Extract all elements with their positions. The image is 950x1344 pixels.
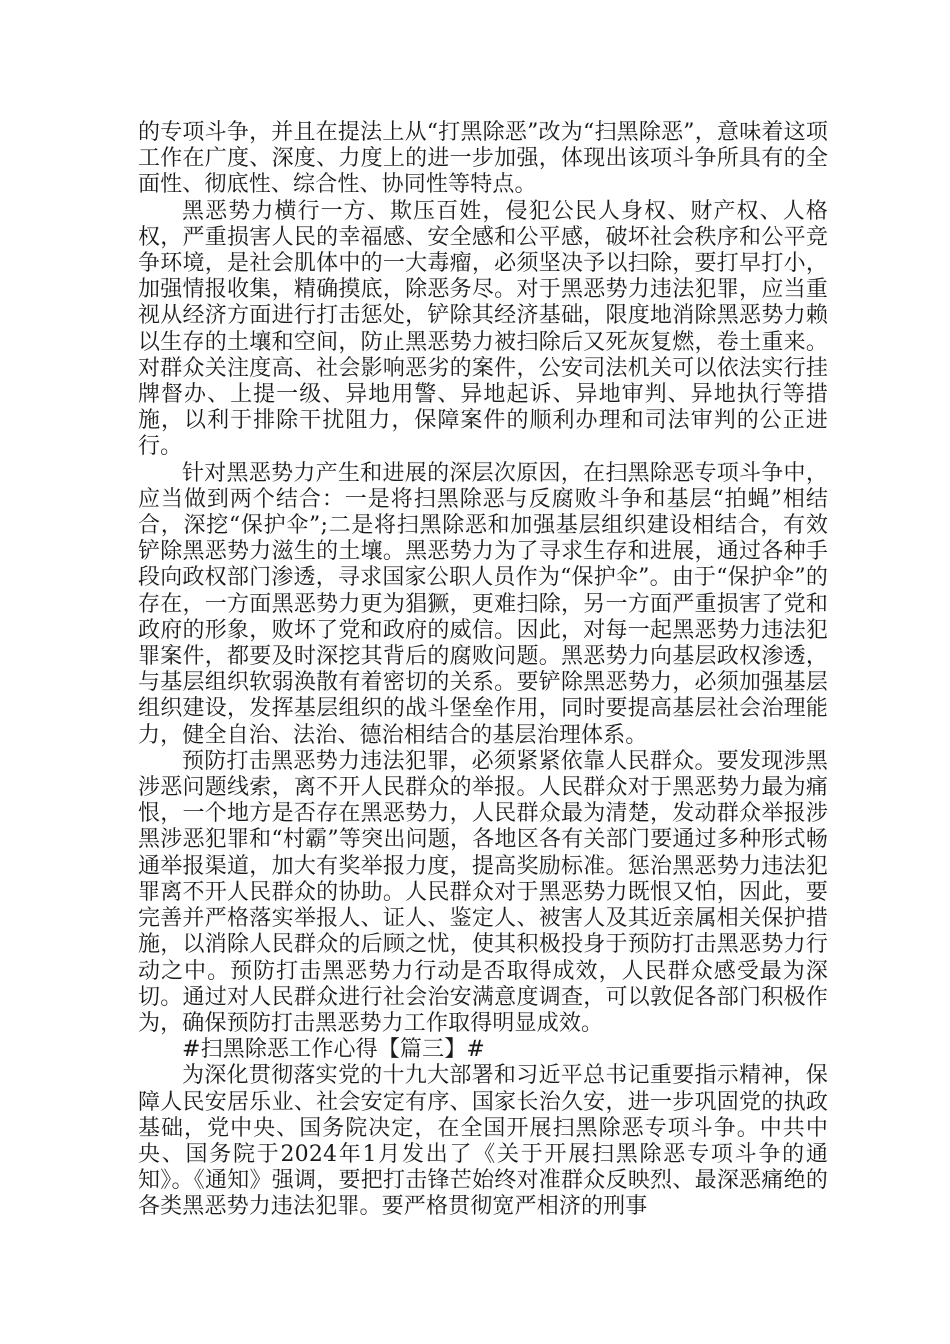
paragraph-rely-on-people: 预防打击黑恶势力违法犯罪，必须紧紧依靠人民群众。要发现涉黑涉恶问题线索，离不开人民群众的举报。人民群众对于黑恶势力最为痛恨，一个地方是否存在黑恶势力，人民群众最为清楚，发动群众举报涉黑涉恶犯罪和“村霸”等突出问题，各地区各有关部门要通过多种形式畅通举报渠道，加大有奖举报力度，提高奖励标准。惩治黑恶势力违法犯罪离不开人民群众的协助。人民群众对于黑恶势力既恨又怕，因此，要完善并严格落实举报人、证人、鉴定人、被害人及其近亲属相关保护措施，以消除人民群众的后顾之忧，使其积极投身于预防打击黑恶势力行动之中。预防打击黑恶势力行动是否取得成效，人民群众感受最为深切。通过对人民群众进行社会治安满意度调查，可以敦促各部门积极作为，确保预防打击黑恶势力工作取得明显成效。 [138,748,828,1036]
document-body [138,120,828,1221]
paragraph-two-combinations: 针对黑恶势力产生和进展的深层次原因，在扫黑除恶专项斗争中，应当做到两个结合：一是将扫黑除恶与反腐败斗争和基层“拍蝇”相结合，深挖“保护伞”;二是将扫黑除恶和加强基层组织建设相结合，有效铲除黑恶势力滋生的土壤。黑恶势力为了寻求生存和进展，通过各种手段向政权部门渗透，寻求国家公职人员作为“保护伞”。由于“保护伞”的存在，一方面黑恶势力更为猖獗，更难扫除，另一方面严重损害了党和政府的形象，败坏了党和政府的威信。因此，对每一起黑恶势力违法犯罪案件，都要及时深挖其背后的腐败问题。黑恶势力向基层政权渗透，与基层组织软弱涣散有着密切的关系。要铲除黑恶势力，必须加强基层组织建设，发挥基层组织的战斗堡垒作用，同时要提高基层社会治理能力，健全自治、法治、德治相结合的基层治理体系。 [138,460,828,748]
paragraph-harms-of-gangs: 黑恶势力横行一方、欺压百姓，侵犯公民人身权、财产权、人格权，严重损害人民的幸福感、安全感和公平感，破坏社会秩序和公平竞争环境，是社会肌体中的一大毒瘤，必须坚决予以扫除，要打早打小，加强情报收集，精确摸底，除恶务尽。对于黑恶势力违法犯罪，应当重视从经济方面进行打击惩处，铲除其经济基础，限度地消除黑恶势力赖以生存的土壤和空间，防止黑恶势力被扫除后又死灰复燃，卷土重来。对群众关注度高、社会影响恶劣的案件，公安司法机关可以依法实行挂牌督办、上提一级、异地用警、异地起诉、异地审判、异地执行等措施，以利于排除干扰阻力，保障案件的顺利办理和司法审判的公正进行。 [138,198,828,460]
paragraph-continuation: 的专项斗争，并且在提法上从“打黑除恶”改为“扫黑除恶”，意味着这项工作在广度、深度、力度上的进一步加强，体现出该项斗争所具有的全面性、彻底性、综合性、协同性等特点。 [138,120,828,198]
section-heading: #扫黑除恶工作心得【篇三】# [182,1037,485,1063]
paragraph-central-notice: 为深化贯彻落实党的十九大部署和习近平总书记重要指示精神，保障人民安居乐业、社会安定有序、国家长治久安，进一步巩固党的执政基础，党中央、国务院决定，在全国开展扫黑除恶专项斗争。中共中央、国务院于2024年1月发出了《关于开展扫黑除恶专项斗争的通知》。《通知》强调，要把打击锋芒始终对准群众反映烈、最深恶痛绝的各类黑恶势力违法犯罪。要严格贯彻宽严相济的刑事 [138,1063,828,1220]
